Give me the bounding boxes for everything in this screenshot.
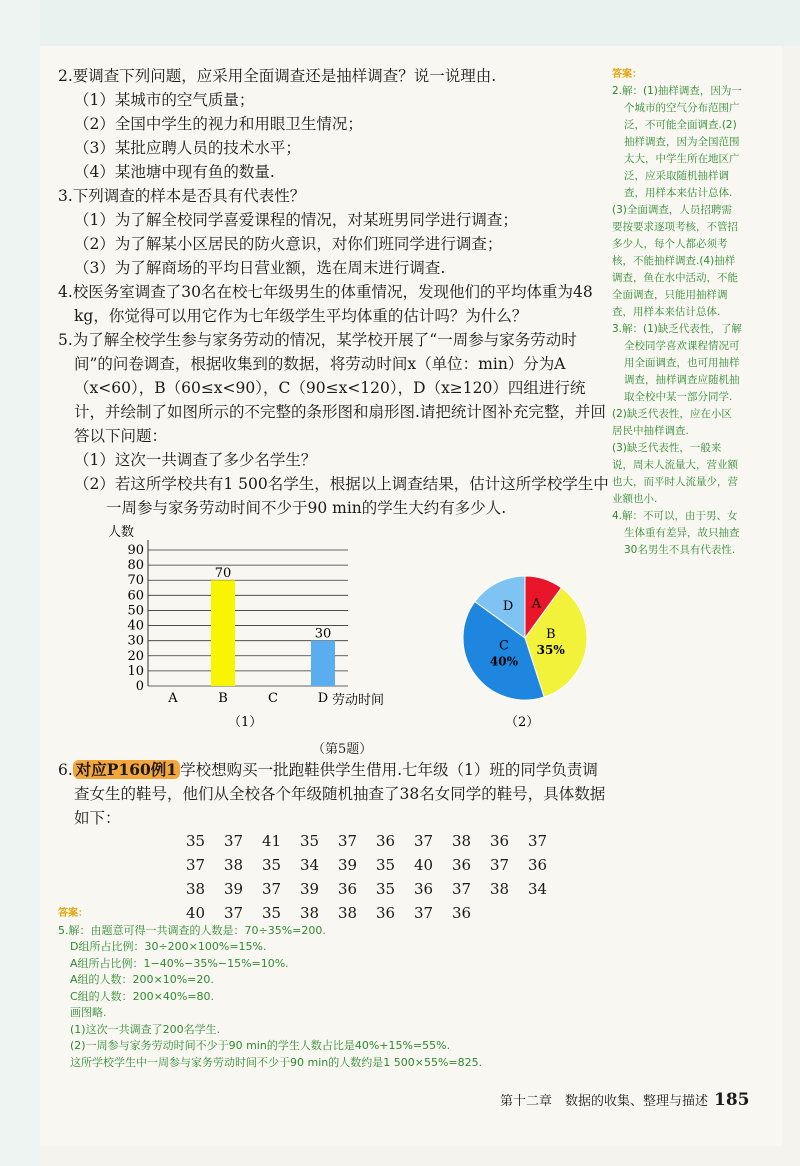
bar-ytick-label: 50: [127, 603, 144, 619]
bar-category-label-C: C: [268, 691, 278, 706]
q4-text: 4.校医务室调查了30名在校七年级男生的体重情况，发现他们的平均体重为48 kg，你觉得可以用它作为七年级学生平均体重的估计吗？为什么？: [58, 283, 593, 325]
q2-item-3: （3）某批应聘人员的技术水平；: [74, 139, 301, 157]
bar-category-label-A: A: [168, 691, 178, 706]
shoe-size-value: 39: [338, 856, 358, 874]
pie-label-C: C: [498, 638, 509, 654]
side-answer-3a: 3.解：(1)缺乏代表性，了解全校同学喜欢课程情况可用全面调查，也可用抽样调查，抽样调查应随机抽取全校中某一部分同学.: [612, 323, 742, 403]
side-answer-3b: (2)缺乏代表性，应在小区居民中抽样调查.: [612, 408, 732, 437]
shoe-size-value: 36: [338, 880, 358, 898]
bar-chart-caption: （1）: [228, 715, 263, 730]
pie-percent-B: 35%: [536, 643, 565, 658]
shoe-size-value: 35: [300, 832, 320, 850]
bar-B: [211, 580, 235, 686]
bottom-line-4: A组的人数：200×10%=20.: [70, 973, 214, 986]
shoe-size-value: 36: [490, 832, 510, 850]
bar-ytick-label: 90: [127, 543, 144, 558]
bottom-line-2: D组所占比例：30÷200×100%=15%.: [70, 940, 267, 953]
shoe-size-value: 37: [414, 832, 434, 850]
pie-chart: [450, 560, 600, 735]
page-number: 185: [714, 1090, 750, 1110]
q2-item-4: （4）某池塘中现有鱼的数量.: [74, 163, 275, 181]
shoe-size-value: 40: [186, 904, 206, 922]
bottom-line-8: (2)一周参与家务劳动时间不少于90 min的学生人数占比是40%+15%=55%.: [70, 1039, 451, 1052]
bar-chart-xlabel: 劳动时间: [332, 693, 385, 708]
bar-ytick-label: 80: [127, 558, 144, 574]
q2-item-2: （2）全国中学生的视力和用眼卫生情况；: [74, 115, 363, 133]
bar-category-label-D: D: [317, 691, 329, 706]
shoe-size-value: 38: [338, 904, 358, 922]
shoe-size-row: [186, 856, 566, 880]
q6-number: 6.: [58, 761, 73, 779]
bar-ytick-label: 70: [127, 573, 144, 589]
shoe-size-value: 37: [186, 856, 206, 874]
bar-ytick-label: 30: [127, 633, 144, 649]
shoe-size-row: [186, 880, 566, 904]
bottom-answers: [58, 906, 618, 1071]
shoe-size-value: 37: [528, 832, 548, 850]
shoe-size-value: 37: [224, 832, 244, 850]
bottom-line-7: (1)这次一共调查了200名学生.: [70, 1022, 221, 1036]
shoe-size-value: 36: [528, 856, 548, 874]
shoe-size-value: 36: [452, 856, 472, 874]
page-footer: [500, 1090, 750, 1110]
bar-ytick-label: 60: [127, 588, 144, 604]
shoe-size-value: 40: [414, 856, 434, 874]
bottom-line-6: 画图略.: [70, 1006, 107, 1019]
q3-item-1: （1）为了解全校同学喜爱课程的情况，对某班男同学进行调查；: [74, 211, 518, 229]
q6-text: 学校想购买一批跑鞋供学生借用.七年级（1）班的同学负责调查女生的鞋号，他们从全校各个年级随机抽查了38名女同学的鞋号，具体数据如下：: [74, 761, 606, 827]
page-top-edge: [0, 0, 800, 46]
bottom-line-1: 5.解：由题意可得一共调查的人数是：70÷35%=200.: [58, 923, 326, 937]
shoe-size-value: 37: [414, 904, 434, 922]
bar-ytick-label: 0: [135, 679, 144, 694]
side-answer-label: 答案：: [612, 69, 642, 80]
q6-reference-tag[interactable]: 对应P160例1: [73, 760, 180, 779]
bar-ytick-label: 40: [127, 618, 144, 634]
main-content: [58, 64, 610, 520]
bottom-line-5: C组的人数：200×40%=80.: [70, 989, 215, 1003]
chapter-title: 第十二章 数据的收集、整理与描述: [500, 1094, 709, 1109]
shoe-size-value: 38: [224, 856, 244, 874]
bar-category-label-B: B: [218, 691, 228, 706]
q5-item-2: （2）若这所学校共有1 500名学生，根据以上调查结果，估计这所学校学生中一周参与家务劳动时间不少于90 min的学生大约有多少人.: [74, 475, 609, 517]
bottom-line-9: 这所学校学生中一周参与家务劳动时间不少于90 min的人数约是1 500×55%=825.: [70, 1055, 483, 1069]
shoe-size-value: 35: [376, 880, 396, 898]
shoe-size-value: 41: [262, 832, 282, 850]
q3-item-3: （3）为了解商场的平均日营业额，选在周末进行调查.: [74, 259, 446, 277]
side-answer-3c: (3)缺乏代表性，一般来说，周末人流量大，营业额也大，而平时人流量少，营业额也小.: [612, 442, 738, 505]
shoe-size-value: 35: [262, 856, 282, 874]
pie-percent-C: 40%: [489, 654, 518, 669]
shoe-size-value: 36: [452, 904, 472, 922]
shoe-size-value: 38: [186, 880, 206, 898]
shoe-size-value: 36: [376, 904, 396, 922]
bar-D: [311, 641, 335, 686]
shoe-size-value: 35: [186, 832, 206, 850]
bar-data-label-B: 70: [214, 566, 232, 582]
shoe-size-value: 37: [224, 904, 244, 922]
side-answers: [612, 66, 742, 559]
shoe-size-value: 36: [376, 832, 396, 850]
q2-item-1: （1）某城市的空气质量；: [74, 91, 255, 109]
page-left-edge: [0, 0, 40, 1166]
shoe-size-value: 38: [490, 880, 510, 898]
shoe-size-value: 37: [452, 880, 472, 898]
q2-stem: 2.要调查下列问题，应采用全面调查还是抽样调查？说一说理由.: [58, 67, 497, 85]
q3-stem: 3.下列调查的样本是否具有代表性？: [58, 187, 306, 205]
bar-chart-ylabel: 人数: [108, 525, 135, 540]
shoe-size-row: [186, 832, 566, 856]
shoe-size-value: 39: [224, 880, 244, 898]
shoe-size-value: 38: [300, 904, 320, 922]
q5-item-1: （1）这次一共调查了多少名学生？: [74, 451, 317, 469]
shoe-size-value: 38: [452, 832, 472, 850]
shoe-size-value: 34: [300, 856, 320, 874]
side-answer-4: 4.解：不可以，由于男、女生体重有差异，故只抽查30名男生不具有代表性.: [612, 510, 740, 556]
shoe-size-value: 36: [414, 880, 434, 898]
shoe-size-value: 34: [528, 880, 548, 898]
pie-label-B: B: [545, 627, 556, 643]
figure-caption: （第5题）: [312, 742, 373, 757]
bar-data-label-D: 30: [314, 626, 332, 642]
shoe-size-value: 35: [262, 904, 282, 922]
pie-label-A: A: [531, 596, 542, 612]
shoe-size-value: 37: [338, 832, 358, 850]
q5-text: 5.为了解全校学生参与家务劳动的情况，某学校开展了“一周参与家务劳动时间”的问卷调查，根据收集到的数据，将劳动时间x（单位：min）分为A（x<60），B（60≤x<90），C（90≤x<120），D（x≥120）四组进行统计，并绘制了如图所示的不完整的条形图和扇形图.请把统计图补充完整，并回答以下问题：: [58, 331, 606, 445]
shoe-size-value: 37: [262, 880, 282, 898]
side-answer-2a: 2.解：(1)抽样调查，因为一个城市的空气分布范围广泛，不可能全面调查.(2)抽样调查，因为全国范围太大，中学生所在地区广泛，应采取随机抽样调查，用样本来估计总体.: [612, 85, 742, 199]
side-answer-2b: (3)全面调查，人员招聘需要按要求逐项考核，不管招多少人，每个人都必须考核，不能抽样调查.(4)抽样调查，鱼在水中活动，不能全面调查，只能用抽样调查，用样本来估计总体.: [612, 204, 738, 318]
bottom-line-3: A组所占比例：1−40%−35%−15%=10%.: [70, 956, 289, 970]
q3-item-2: （2）为了解某小区居民的防火意识，对你们班同学进行调查；: [74, 235, 503, 253]
pie-chart-caption: （2）: [505, 715, 540, 730]
bar-ytick-label: 10: [127, 663, 144, 679]
bar-chart: [100, 520, 400, 735]
shoe-size-value: 35: [376, 856, 396, 874]
q6-block: [58, 758, 610, 830]
pie-label-D: D: [502, 598, 514, 614]
bar-ytick-label: 20: [127, 648, 144, 664]
bottom-answer-label: 答案：: [58, 908, 88, 919]
shoe-size-value: 39: [300, 880, 320, 898]
shoe-size-value: 37: [490, 856, 510, 874]
